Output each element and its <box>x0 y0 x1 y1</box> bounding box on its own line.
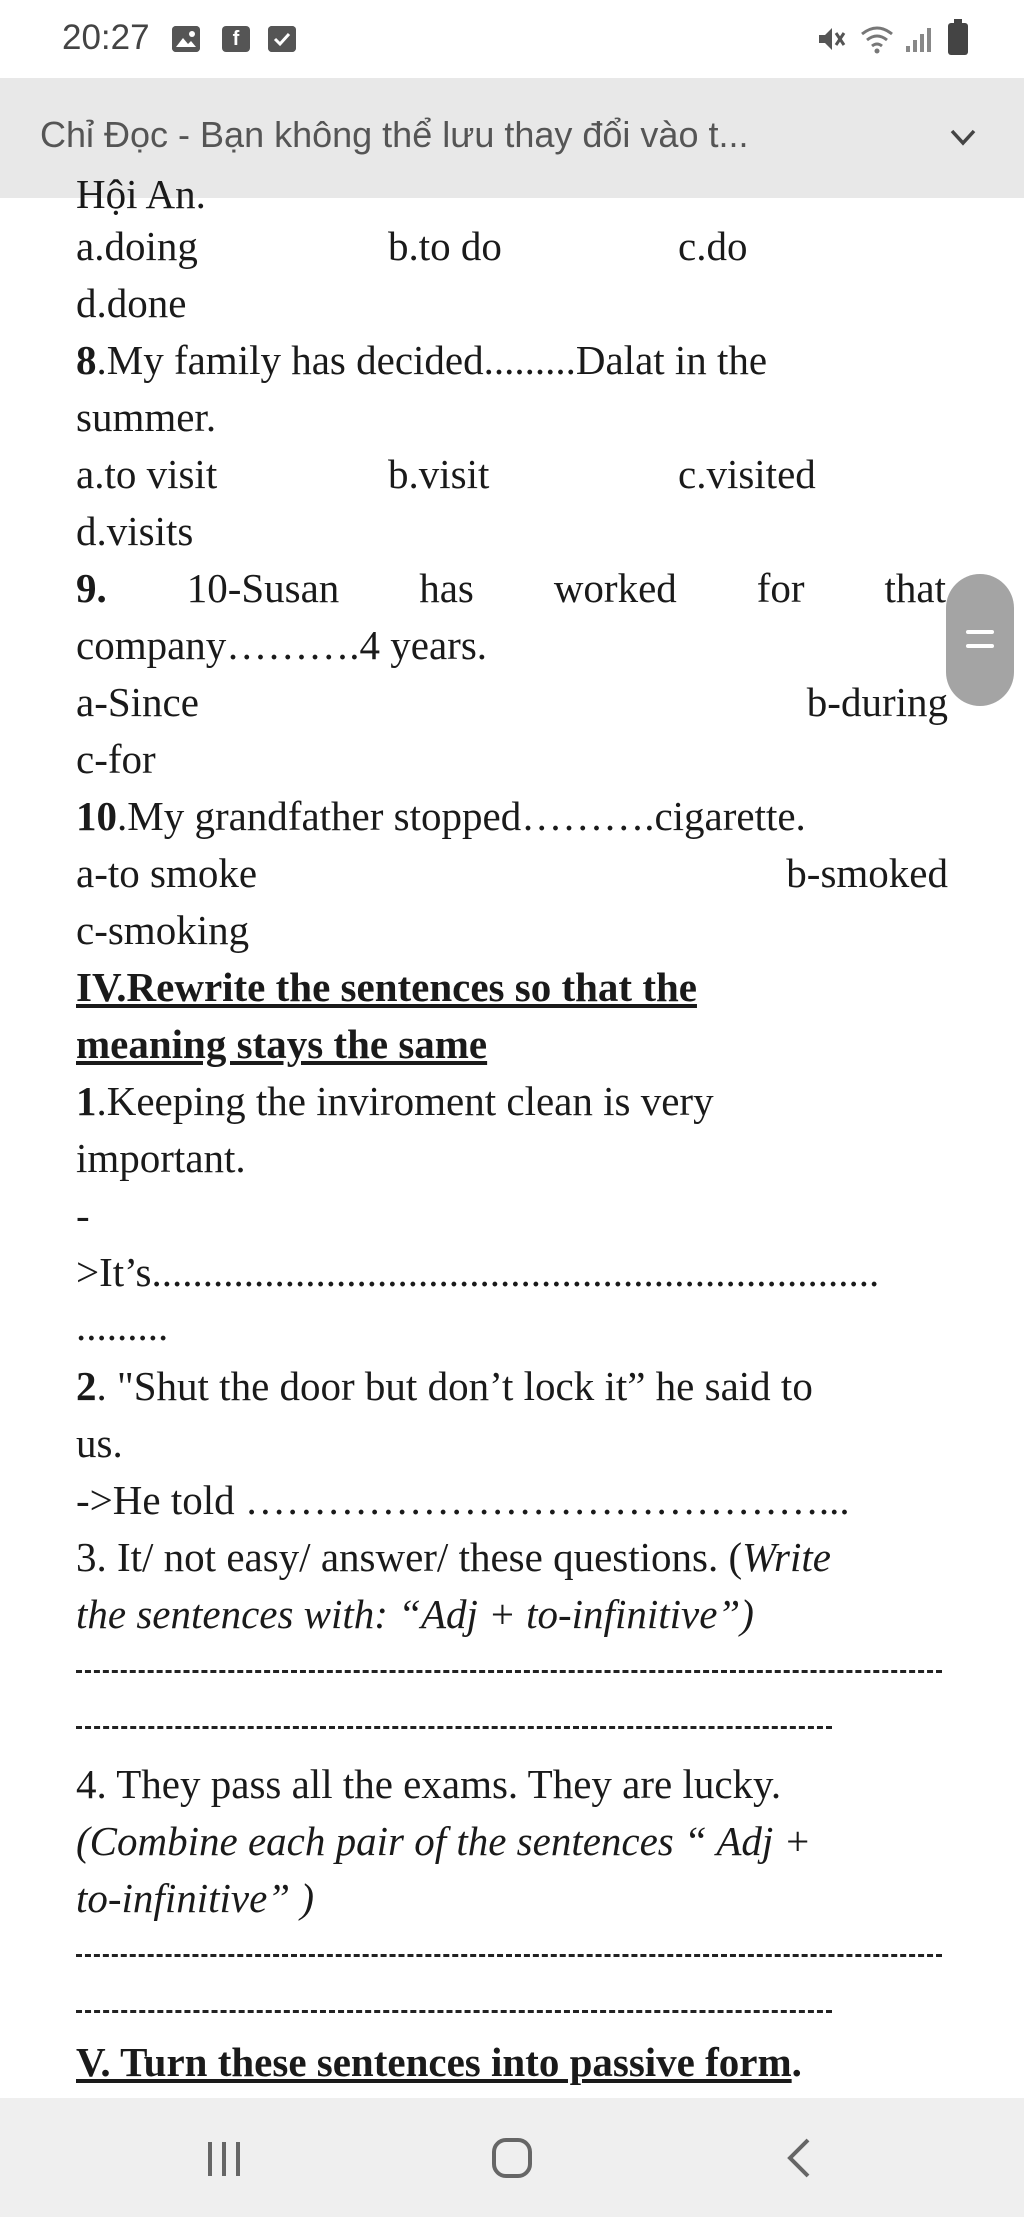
scrollbar-handle[interactable] <box>946 574 1014 706</box>
back-icon[interactable] <box>770 2128 830 2188</box>
q8-option-b: b.visit <box>388 451 490 497</box>
q10-option-a: a-to smoke <box>76 850 258 896</box>
rewrite-2-answer: ->He told ……………………………………... <box>76 1477 850 1523</box>
question-9-cont: company……….4 years. <box>76 622 488 668</box>
q8-option-a: a.to visit <box>76 451 218 497</box>
q9-option-b: b-during <box>806 679 948 725</box>
status-time: 20:27 <box>62 18 150 57</box>
rewrite-2-cont: us. <box>76 1420 123 1466</box>
q9-option-a: a-Since <box>76 679 199 725</box>
document-page[interactable] <box>0 171 1024 2098</box>
q9-option-c: c-for <box>76 736 156 782</box>
q7-option-a: a.doing <box>76 223 198 269</box>
q7-option-d: d.done <box>76 280 187 326</box>
q7-option-b: b.to do <box>388 223 502 269</box>
battery-icon <box>948 23 968 55</box>
navigation-bar <box>0 2098 1024 2217</box>
signal-icon <box>904 24 934 54</box>
q10-option-b: b-smoked <box>786 850 948 896</box>
partial-line: Hội An. <box>76 171 206 217</box>
answer-line <box>76 1670 942 1673</box>
section-4-heading-cont: meaning stays the same <box>76 1021 488 1067</box>
image-icon <box>172 26 200 52</box>
question-8-cont: summer. <box>76 394 217 440</box>
recent-apps-icon[interactable] <box>194 2128 254 2188</box>
rewrite-4-cont: (Combine each pair of the sentences “ Adj + <box>76 1818 812 1864</box>
wifi-icon <box>860 24 890 54</box>
chevron-down-icon[interactable] <box>948 122 978 152</box>
question-9: 9. 10-Susan has worked for that <box>76 565 946 611</box>
question-8: 8.My family has decided.........Dalat in the <box>76 337 768 383</box>
q7-option-c: c.do <box>678 223 748 269</box>
rewrite-4-cont2: to-infinitive” ) <box>76 1875 314 1921</box>
rewrite-4: 4. They pass all the exams. They are lucky. <box>76 1761 782 1807</box>
answer-line <box>76 2010 832 2013</box>
home-icon[interactable] <box>482 2128 542 2188</box>
q8-option-d: d.visits <box>76 508 194 554</box>
rewrite-1-dots: ......... <box>76 1303 169 1349</box>
rewrite-1: 1.Keeping the inviroment clean is very <box>76 1078 714 1124</box>
answer-line <box>76 1726 832 1729</box>
q8-option-c: c.visited <box>678 451 816 497</box>
section-4-heading: IV.Rewrite the sentences so that the <box>76 964 697 1010</box>
q10-option-c: c-smoking <box>76 907 250 953</box>
rewrite-3-cont: the sentences with: “Adj + to-infinitive”) <box>76 1591 754 1637</box>
section-5-heading: V. Turn these sentences into passive form. <box>76 2039 802 2085</box>
status-bar <box>0 0 1024 78</box>
answer-line <box>76 1954 942 1957</box>
read-only-message: Chỉ Đọc - Bạn không thể lưu thay đổi vào t... <box>40 114 749 155</box>
rewrite-3: 3. It/ not easy/ answer/ these questions. (Write <box>76 1534 831 1580</box>
rewrite-1-answer: >It’s....................................................................... <box>76 1249 880 1295</box>
rewrite-1-dash: - <box>76 1192 90 1238</box>
rewrite-2: 2. "Shut the door but don’t lock it” he said to <box>76 1363 813 1409</box>
mute-icon <box>816 24 846 54</box>
facebook-icon: f <box>222 26 250 52</box>
rewrite-1-cont: important. <box>76 1135 246 1181</box>
checkbox-icon <box>268 26 296 52</box>
question-10: 10.My grandfather stopped……….cigarette. <box>76 793 806 839</box>
